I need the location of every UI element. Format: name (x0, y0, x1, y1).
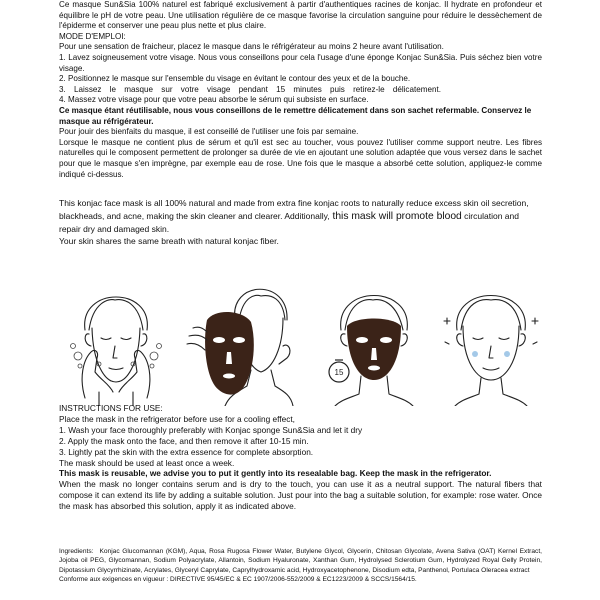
en-intro-part3: circulation and repair dry and damaged skin. (59, 210, 519, 234)
fr-tip2: Lorsque le masque ne contient plus de sérum et qu'il est sec au toucher, vous pouvez l'utiliser comme support neutre. Les fibres naturelles qui le composent permettent de prolonger sa durée de vie en ajoutant une solution adaptée que vous versez dans le sachet pour que le masque s'en imprègne, par exemple eau de rose. Une fois que le masque a absorbé cette solution, appliquez-le comme indiqué ci-dessus. (59, 137, 542, 179)
fr-step1: 1. Lavez soigneusement votre visage. Nous vous conseillons pour cela l'usage d'une éponge Konjac Sun&Sia. Puis séchez bien votre visage. (59, 52, 542, 73)
wearing-mask-icon (317, 268, 427, 406)
instructions-reuse: When the mask no longer contains serum and is dry to the touch, you can use it as a neutral support. The natural fibers that compose it can extend its life by adding a suitable solution. Just pour into the bag a suitable solution, for example: rose water. Once the mask has absorbed this solution, apply it as indicated above. (59, 479, 542, 512)
fr-step4: 4. Massez votre visage pour que votre peau absorbe le sérum qui subsiste en surface. (59, 95, 369, 105)
ingredients-paragraph (59, 547, 542, 575)
instructions-bold-note: This mask is reusable, we advise you to put it gently into its resealable bag. Keep the mask in the refrigerator. (59, 468, 492, 479)
conformity-line: Conforme aux exigences en vigueur : DIRECTIVE 95/45/EC & EC 1907/2006-552/2009 & EC1223/2009 & SCCS/1564/15. (59, 576, 417, 584)
instructions-step2: 2. Apply the mask onto the face, and then remove it after 10-15 min. (59, 435, 309, 446)
ingredients-label: Ingredients: (59, 548, 94, 555)
massaging-face-icon (441, 268, 541, 406)
timer-label: 15 (334, 368, 344, 377)
ingredients-block (59, 547, 542, 585)
instructions-step1: 1. Wash your face thoroughly preferably with Konjac sponge Sun&Sia and let it dry (59, 424, 363, 435)
fr-bold-note: Ce masque étant réutilisable, nous vous conseillons de le remettre délicatement dans son sachet refermable. Conservez le masque au réfrigérateur. (59, 105, 532, 126)
fr-line1: Pour une sensation de fraicheur, placez le masque dans le réfrigérateur au moins 2 heure avant l'utilisation. (59, 42, 444, 52)
fr-tip1: Pour jouir des bienfaits du masque, il est conseillé de l'utiliser une fois par semaine. (59, 127, 359, 137)
instructions-for-use (59, 403, 542, 512)
fr-step3: 3. Laissez le masque sur votre visage pendant 15 minutes puis retirez-le délicatement. (59, 84, 441, 94)
washing-face-icon (65, 268, 167, 406)
en-intro-line2: Your skin shares the same breath with natural konjac fiber. (59, 236, 279, 247)
ingredients-text: Konjac Glucomannan (KGM), Aqua, Rosa Rugosa Flower Water, Butylene Glycol, Glycerin, Chitosan Glycolate, Avena Sativa (OAT) Kernel Extract, Jojoba oil PEG, Glycomannan, Sodium Polyacrylate, Allantoin, Sodium Hyaluronate, Xanthan Gum, Hydrolysed Sclerotium Gum, Hydrolyzed Royal Gelly Protein, Dipotassium Glycyrrhizinate, Acrylates, Glyceryl Caprylate, Caprylhydroxamic acid, Hydroxyacetophenone, Disodium edta, Panthenol, Portulaca Oleracea extract (59, 548, 542, 574)
fr-mode-title: MODE D'EMPLOI: (59, 31, 126, 41)
instructions-weekly: The mask should be used at least once a week. (59, 457, 235, 468)
instructions-title: INSTRUCTIONS FOR USE: (59, 403, 163, 413)
instructions-step3: 3. Lightly pat the skin with the extra essence for complete absorption. (59, 446, 314, 457)
document-page (59, 0, 542, 584)
usage-illustrations (59, 268, 542, 408)
english-intro (59, 197, 542, 248)
en-intro-part2: this mask will promote blood (329, 210, 462, 222)
fr-intro: Ce masque Sun&Sia 100% naturel est fabriqué exclusivement à partir d'authentiques racines de konjac. Il hydrate en profondeur et équilibre le pH de votre peau. Une utilisation régulière de ce masque favorise la circulation sanguine pour réduire le dessèchement de l'épiderme et conserver une peau plus nette et plus claire. (59, 0, 542, 31)
fr-step2: 2. Positionnez le masque sur l'ensemble du visage en évitant le contour des yeux et de la bouche. (59, 74, 411, 84)
en-intro-part1: This konjac face mask is all 100% natural and made from extra fine konjac roots to naturally reduce excess skin oil secretion, blackheads, and acne, making the skin cleaner and clearer. Additionally, (59, 198, 529, 221)
timer-icon (329, 360, 349, 382)
applying-mask-icon (185, 268, 297, 406)
instructions-line1: Place the mask in the refrigerator before use for a cooling effect, (59, 413, 295, 424)
french-section (59, 0, 542, 180)
en-intro-paragraph (59, 197, 542, 235)
